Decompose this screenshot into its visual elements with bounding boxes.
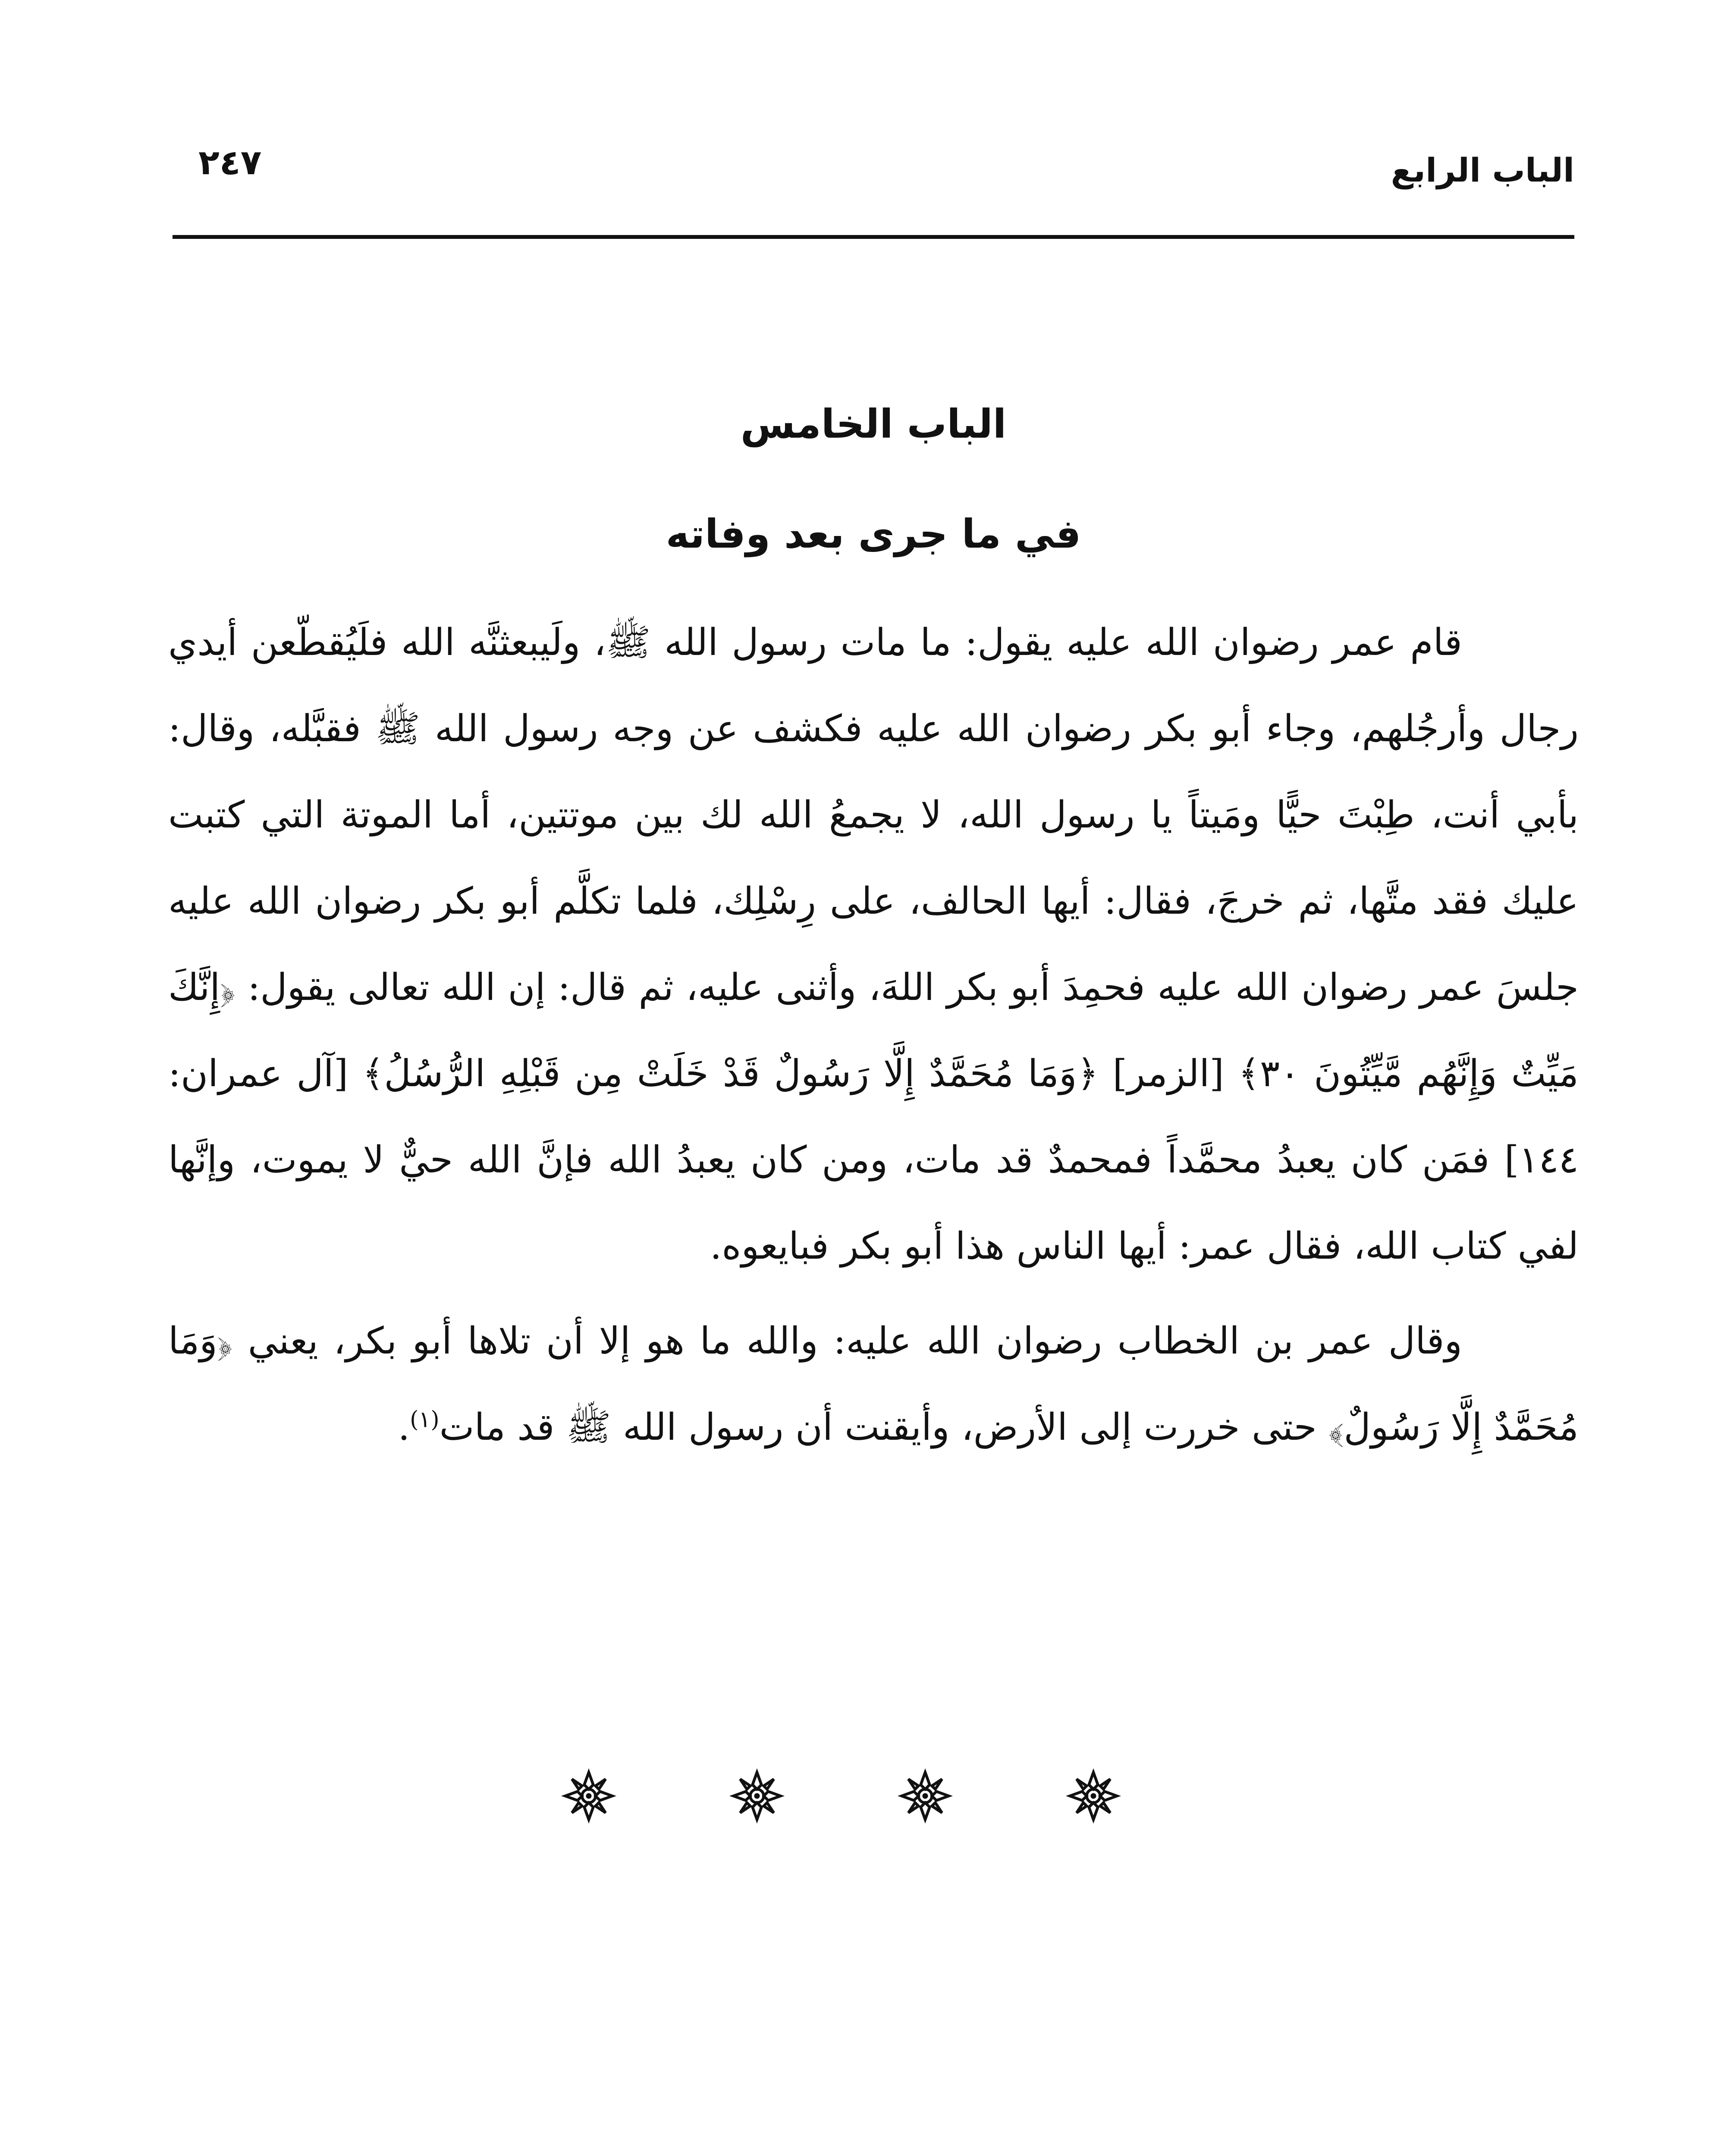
- flower-ornament-icon: [729, 1768, 785, 1824]
- header-divider: [173, 235, 1574, 239]
- footnote-reference: (١): [410, 1407, 440, 1433]
- paragraph-1: قام عمر رضوان الله عليه يقول: ما مات رسول الله ﷺ، ولَيبعثنَّه الله فلَيُقطّعن أيدي رجال وأرجُلهم، وجاء أبو بكر رضوان الله عليه فكشف عن وجه رسول الله ﷺ فقبَّله، وقال: بأبي أنت، طِبْتَ حيًّا ومَيتاً يا رسول الله، لا يجمعُ الله لك بين موتتين، أما الموتة التي كتبت عليك فقد متَّها، ثم خرجَ، فقال: أيها الحالف، على رِسْلِك، فلما تكلَّم أبو بكر رضوان الله عليه جلسَ عمر رضوان الله عليه فحمِدَ أبو بكر اللهَ، وأثنى عليه، ثم قال: إن الله تعالى يقول: ﴿إِنَّكَ مَيِّتٌ وَإِنَّهُم مَّيِّتُونَ ٣٠﴾ [الزمر] ﴿وَمَا مُحَمَّدٌ إِلَّا رَسُولٌ قَدْ خَلَتْ مِن قَبْلِهِ الرُّسُلُ﴾ [آل عمران: ١٤٤] فمَن كان يعبدُ محمَّداً فمحمدٌ قد مات، ومن كان يعبدُ الله فإنَّ الله حيٌّ لا يموت، وإنَّها لفي كتاب الله، فقال عمر: أيها الناس هذا أبو بكر فبايعوه.: [168, 621, 1579, 1268]
- flower-ornament-icon: [897, 1768, 953, 1824]
- chapter-subtitle: في ما جرى بعد وفاته: [666, 511, 1081, 557]
- running-header: [173, 142, 1574, 229]
- paragraph-2-end: .: [398, 1406, 410, 1449]
- paragraph-2-text: وقال عمر بن الخطاب رضوان الله عليه: والله ما هو إلا أن تلاها أبو بكر، يعني ﴿وَمَا مُحَمَّدٌ إِلَّا رَسُولٌ﴾ حتى خررت إلى الأرض، وأيقنت أن رسول الله ﷺ قد مات: [168, 1319, 1579, 1449]
- flower-ornament-icon: [1065, 1768, 1121, 1824]
- body-text: [168, 599, 1579, 1470]
- section-ornaments: [561, 1768, 1121, 1837]
- chapter-title: الباب الخامس: [740, 401, 1007, 447]
- paragraph-2: [168, 1298, 1579, 1470]
- page-number: ٢٤٧: [198, 142, 262, 182]
- running-title: الباب الرابع: [1391, 151, 1574, 189]
- flower-ornament-icon: [561, 1768, 617, 1824]
